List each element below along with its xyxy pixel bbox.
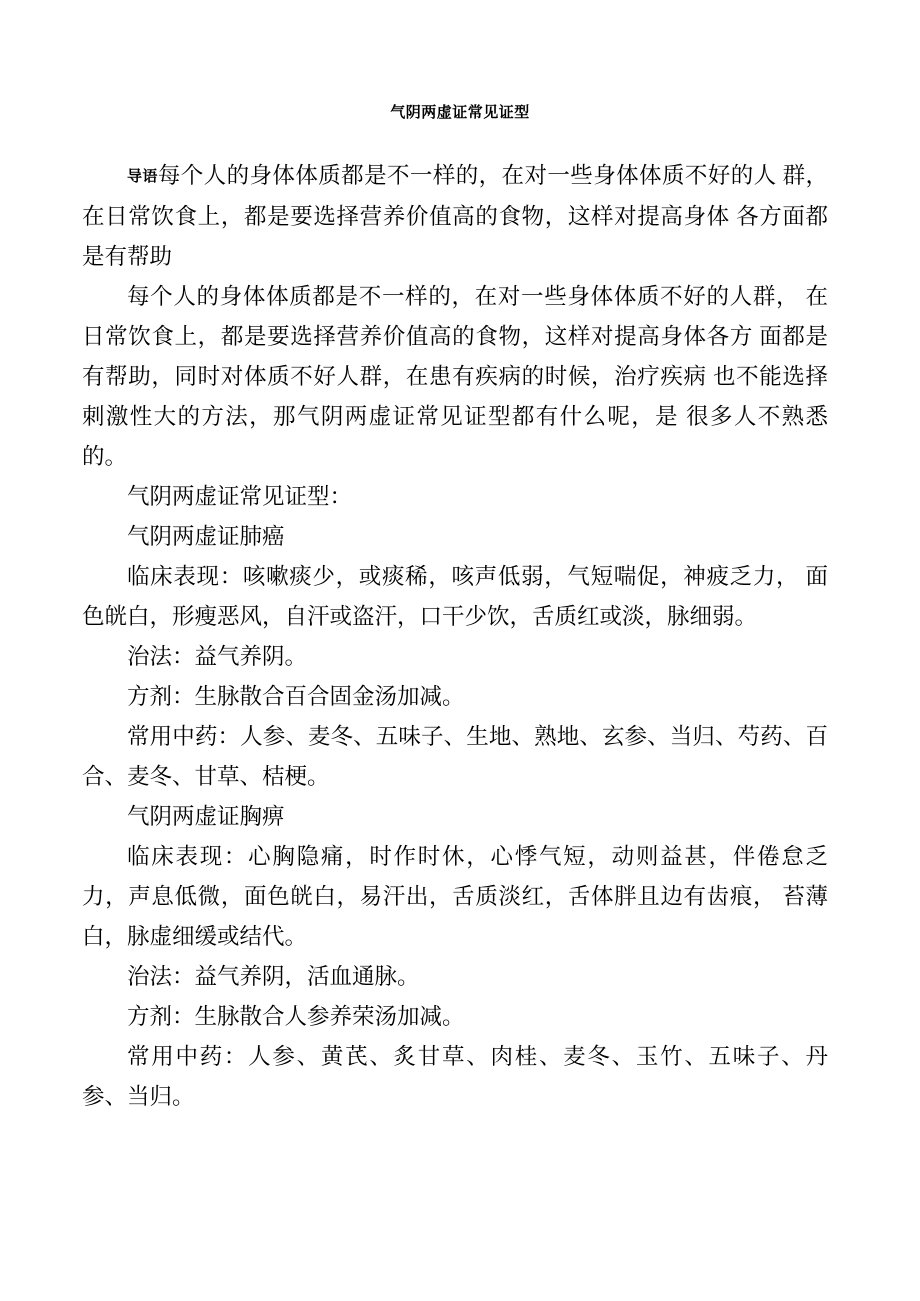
paragraph-intro: 每个人的身体体质都是不一样的，在对一些身体体质不好的人群， 在日常饮食上，都是要选择营养价值高的食物，这样对提高身体各方 面都是有帮助，同时对体质不好人群，在患有疾病的时候，治疗疾病 也不能选择刺激性大的方法，那气阴两虚证常见证型都有什么呢，是 很多人不熟悉的。 — [82, 284, 828, 469]
subsection-1-title: 气阴两虚证肺癌 — [127, 524, 285, 549]
document-body — [0, 156, 920, 1117]
subsection-2-clinical: 临床表现：心胸隐痛，时作时休，心悸气短，动则益甚，伴倦怠乏 力，声息低微，面色㿠白，易汗出，舌质淡红，舌体胖且边有齿痕， 苔薄白，脉虚细缓或结代。 — [82, 844, 828, 949]
subsection-1-therapy: 治法：益气养阴。 — [127, 644, 308, 669]
section-heading: 气阴两虚证常见证型： — [127, 484, 353, 509]
subsection-2-title: 气阴两虚证胸痹 — [127, 804, 285, 829]
subsection-1-herbs: 常用中药：人参、麦冬、五味子、生地、熟地、玄参、当归、芍药、百合、麦冬、甘草、桔梗。 — [82, 724, 828, 789]
paragraph-lead — [82, 156, 828, 277]
paragraph-text: 每个人的身体体质都是不一样的，在对一些身体体质不好的人 群，在日常饮食上，都是要选择营养价值高的食物，这样对提高身体 各方面都是有帮助 — [82, 163, 828, 269]
subsection-2-therapy: 治法：益气养阴，活血通脉。 — [127, 964, 420, 989]
subsection-1-clinical: 临床表现：咳嗽痰少，或痰稀，咳声低弱，气短喘促，神疲乏力， 面色㿠白，形瘦恶风，自汗或盗汗，口干少饮，舌质红或淡，脉细弱。 — [82, 564, 828, 629]
subsection-2-herbs: 常用中药：人参、黄芪、炙甘草、肉桂、麦冬、玉竹、五味子、丹 参、当归。 — [82, 1044, 828, 1109]
lead-label-text: 导语 — [127, 168, 158, 185]
subsection-2-formula: 方剂：生脉散合人参养荣汤加减。 — [127, 1004, 465, 1029]
page-title: 气阴两虚证常见证型 — [390, 104, 530, 121]
subsection-1-formula: 方剂：生脉散合百合固金汤加减。 — [127, 684, 465, 709]
